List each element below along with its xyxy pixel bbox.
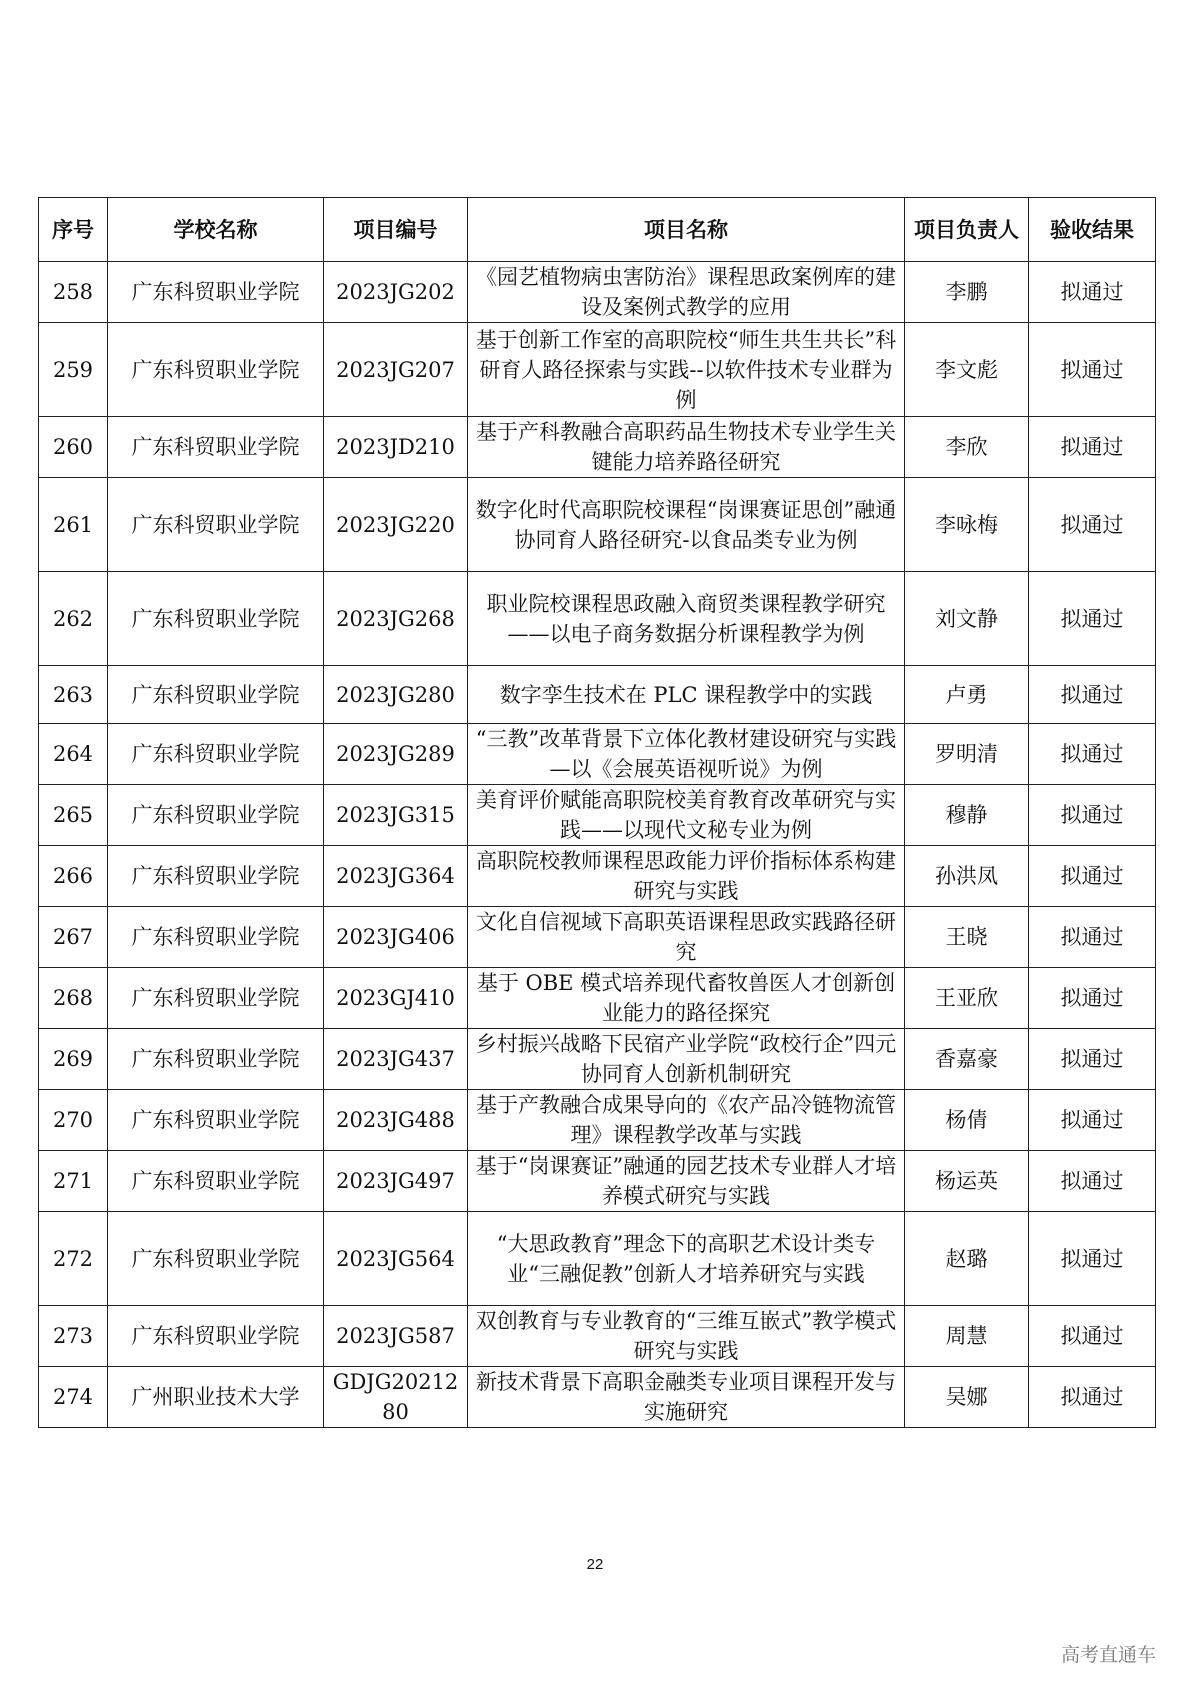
cell-school: 广东科贸职业学院 (108, 1029, 324, 1090)
cell-project-name: 数字孪生技术在 PLC 课程教学中的实践 (468, 666, 905, 724)
cell-project-name: 美育评价赋能高职院校美育教育改革研究与实践——以现代文秘专业为例 (468, 785, 905, 846)
cell-index: 259 (39, 323, 108, 417)
cell-school: 广东科贸职业学院 (108, 1090, 324, 1151)
cell-leader: 王晓 (905, 907, 1029, 968)
cell-project-name: 乡村振兴战略下民宿产业学院“政校行企”四元协同育人创新机制研究 (468, 1029, 905, 1090)
cell-school: 广东科贸职业学院 (108, 572, 324, 666)
cell-project-name: 文化自信视域下高职英语课程思政实践路径研究 (468, 907, 905, 968)
cell-result: 拟通过 (1029, 1306, 1156, 1367)
table-row (39, 417, 1156, 478)
cell-result: 拟通过 (1029, 666, 1156, 724)
cell-leader: 罗明清 (905, 724, 1029, 785)
cell-project-name: “大思政教育”理念下的高职艺术设计类专业“三融促教”创新人才培养研究与实践 (468, 1212, 905, 1306)
project-acceptance-table (38, 197, 1156, 1428)
table-row (39, 846, 1156, 907)
header-leader: 项目负责人 (905, 198, 1029, 262)
cell-leader: 李咏梅 (905, 478, 1029, 572)
table-body (39, 262, 1156, 1428)
cell-school: 广东科贸职业学院 (108, 724, 324, 785)
table-row (39, 1367, 1156, 1428)
cell-school: 广东科贸职业学院 (108, 846, 324, 907)
cell-project-name: 基于产教融合成果导向的《农产品冷链物流管理》课程教学改革与实践 (468, 1090, 905, 1151)
cell-project-name: 高职院校教师课程思政能力评价指标体系构建研究与实践 (468, 846, 905, 907)
cell-school: 广东科贸职业学院 (108, 666, 324, 724)
cell-result: 拟通过 (1029, 478, 1156, 572)
table-row (39, 1090, 1156, 1151)
cell-index: 269 (39, 1029, 108, 1090)
cell-school: 广东科贸职业学院 (108, 1212, 324, 1306)
cell-school: 广东科贸职业学院 (108, 262, 324, 323)
cell-result: 拟通过 (1029, 417, 1156, 478)
table-row (39, 968, 1156, 1029)
table-row (39, 1212, 1156, 1306)
cell-school: 广东科贸职业学院 (108, 417, 324, 478)
cell-leader: 李欣 (905, 417, 1029, 478)
cell-project-code: 2023JG280 (324, 666, 468, 724)
cell-index: 260 (39, 417, 108, 478)
header-school: 学校名称 (108, 198, 324, 262)
table-row (39, 666, 1156, 724)
table-header-row (39, 198, 1156, 262)
cell-school: 广东科贸职业学院 (108, 478, 324, 572)
cell-leader: 李鹏 (905, 262, 1029, 323)
cell-project-code: 2023JG268 (324, 572, 468, 666)
table-row (39, 1151, 1156, 1212)
cell-index: 264 (39, 724, 108, 785)
cell-school: 广州职业技术大学 (108, 1367, 324, 1428)
cell-project-code: 2023JD210 (324, 417, 468, 478)
cell-result: 拟通过 (1029, 846, 1156, 907)
cell-index: 267 (39, 907, 108, 968)
cell-leader: 香嘉豪 (905, 1029, 1029, 1090)
cell-project-name: 基于产科教融合高职药品生物技术专业学生关键能力培养路径研究 (468, 417, 905, 478)
cell-index: 272 (39, 1212, 108, 1306)
table-row (39, 724, 1156, 785)
cell-project-code: 2023JG315 (324, 785, 468, 846)
cell-project-code: 2023JG488 (324, 1090, 468, 1151)
cell-result: 拟通过 (1029, 1212, 1156, 1306)
cell-project-code: 2023JG437 (324, 1029, 468, 1090)
cell-index: 273 (39, 1306, 108, 1367)
cell-index: 271 (39, 1151, 108, 1212)
cell-project-name: 基于“岗课赛证”融通的园艺技术专业群人才培养模式研究与实践 (468, 1151, 905, 1212)
cell-project-name: 双创教育与专业教育的“三维互嵌式”教学模式研究与实践 (468, 1306, 905, 1367)
cell-result: 拟通过 (1029, 1151, 1156, 1212)
cell-leader: 赵璐 (905, 1212, 1029, 1306)
table-row (39, 262, 1156, 323)
cell-project-code: 2023JG406 (324, 907, 468, 968)
cell-project-name: 《园艺植物病虫害防治》课程思政案例库的建设及案例式教学的应用 (468, 262, 905, 323)
cell-leader: 周慧 (905, 1306, 1029, 1367)
table-row (39, 1306, 1156, 1367)
cell-result: 拟通过 (1029, 724, 1156, 785)
cell-school: 广东科贸职业学院 (108, 907, 324, 968)
table-row (39, 1029, 1156, 1090)
cell-index: 274 (39, 1367, 108, 1428)
cell-project-name: 数字化时代高职院校课程“岗课赛证思创”融通协同育人路径研究-以食品类专业为例 (468, 478, 905, 572)
page-number: 22 (586, 1556, 604, 1573)
cell-school: 广东科贸职业学院 (108, 968, 324, 1029)
cell-index: 270 (39, 1090, 108, 1151)
cell-result: 拟通过 (1029, 968, 1156, 1029)
cell-result: 拟通过 (1029, 785, 1156, 846)
cell-index: 261 (39, 478, 108, 572)
header-project-code: 项目编号 (324, 198, 468, 262)
cell-project-name: 新技术背景下高职金融类专业项目课程开发与实施研究 (468, 1367, 905, 1428)
cell-result: 拟通过 (1029, 1090, 1156, 1151)
cell-project-name: 基于创新工作室的高职院校“师生共生共长”科研育人路径探索与实践--以软件技术专业群为例 (468, 323, 905, 417)
cell-index: 263 (39, 666, 108, 724)
cell-project-code: 2023JG497 (324, 1151, 468, 1212)
header-result: 验收结果 (1029, 198, 1156, 262)
cell-project-code: 2023JG289 (324, 724, 468, 785)
header-index: 序号 (39, 198, 108, 262)
cell-project-code: 2023JG207 (324, 323, 468, 417)
cell-school: 广东科贸职业学院 (108, 785, 324, 846)
cell-result: 拟通过 (1029, 262, 1156, 323)
cell-result: 拟通过 (1029, 323, 1156, 417)
cell-index: 266 (39, 846, 108, 907)
cell-school: 广东科贸职业学院 (108, 1151, 324, 1212)
cell-leader: 王亚欣 (905, 968, 1029, 1029)
cell-school: 广东科贸职业学院 (108, 1306, 324, 1367)
cell-project-code: 2023GJ410 (324, 968, 468, 1029)
cell-school: 广东科贸职业学院 (108, 323, 324, 417)
cell-leader: 穆静 (905, 785, 1029, 846)
cell-result: 拟通过 (1029, 907, 1156, 968)
cell-project-name: 职业院校课程思政融入商贸类课程教学研究——以电子商务数据分析课程教学为例 (468, 572, 905, 666)
cell-project-code: 2023JG220 (324, 478, 468, 572)
cell-project-code: 2023JG564 (324, 1212, 468, 1306)
cell-result: 拟通过 (1029, 1367, 1156, 1428)
table-row (39, 323, 1156, 417)
cell-leader: 吴娜 (905, 1367, 1029, 1428)
cell-project-name: 基于 OBE 模式培养现代畜牧兽医人才创新创业能力的路径探究 (468, 968, 905, 1029)
cell-index: 265 (39, 785, 108, 846)
cell-result: 拟通过 (1029, 572, 1156, 666)
cell-result: 拟通过 (1029, 1029, 1156, 1090)
cell-project-code: 2023JG364 (324, 846, 468, 907)
cell-leader: 杨运英 (905, 1151, 1029, 1212)
cell-index: 262 (39, 572, 108, 666)
cell-project-code: 2023JG202 (324, 262, 468, 323)
cell-leader: 孙洪凤 (905, 846, 1029, 907)
cell-index: 268 (39, 968, 108, 1029)
cell-leader: 刘文静 (905, 572, 1029, 666)
cell-project-code: 2023JG587 (324, 1306, 468, 1367)
cell-leader: 卢勇 (905, 666, 1029, 724)
cell-project-name: “三教”改革背景下立体化教材建设研究与实践—以《会展英语视听说》为例 (468, 724, 905, 785)
cell-project-code: GDJG2021280 (324, 1367, 468, 1428)
table-row (39, 907, 1156, 968)
cell-leader: 李文彪 (905, 323, 1029, 417)
watermark: 高考直通车 (1060, 1644, 1156, 1666)
cell-leader: 杨倩 (905, 1090, 1029, 1151)
table-row (39, 572, 1156, 666)
table-row (39, 785, 1156, 846)
table-row (39, 478, 1156, 572)
cell-index: 258 (39, 262, 108, 323)
header-project-name: 项目名称 (468, 198, 905, 262)
